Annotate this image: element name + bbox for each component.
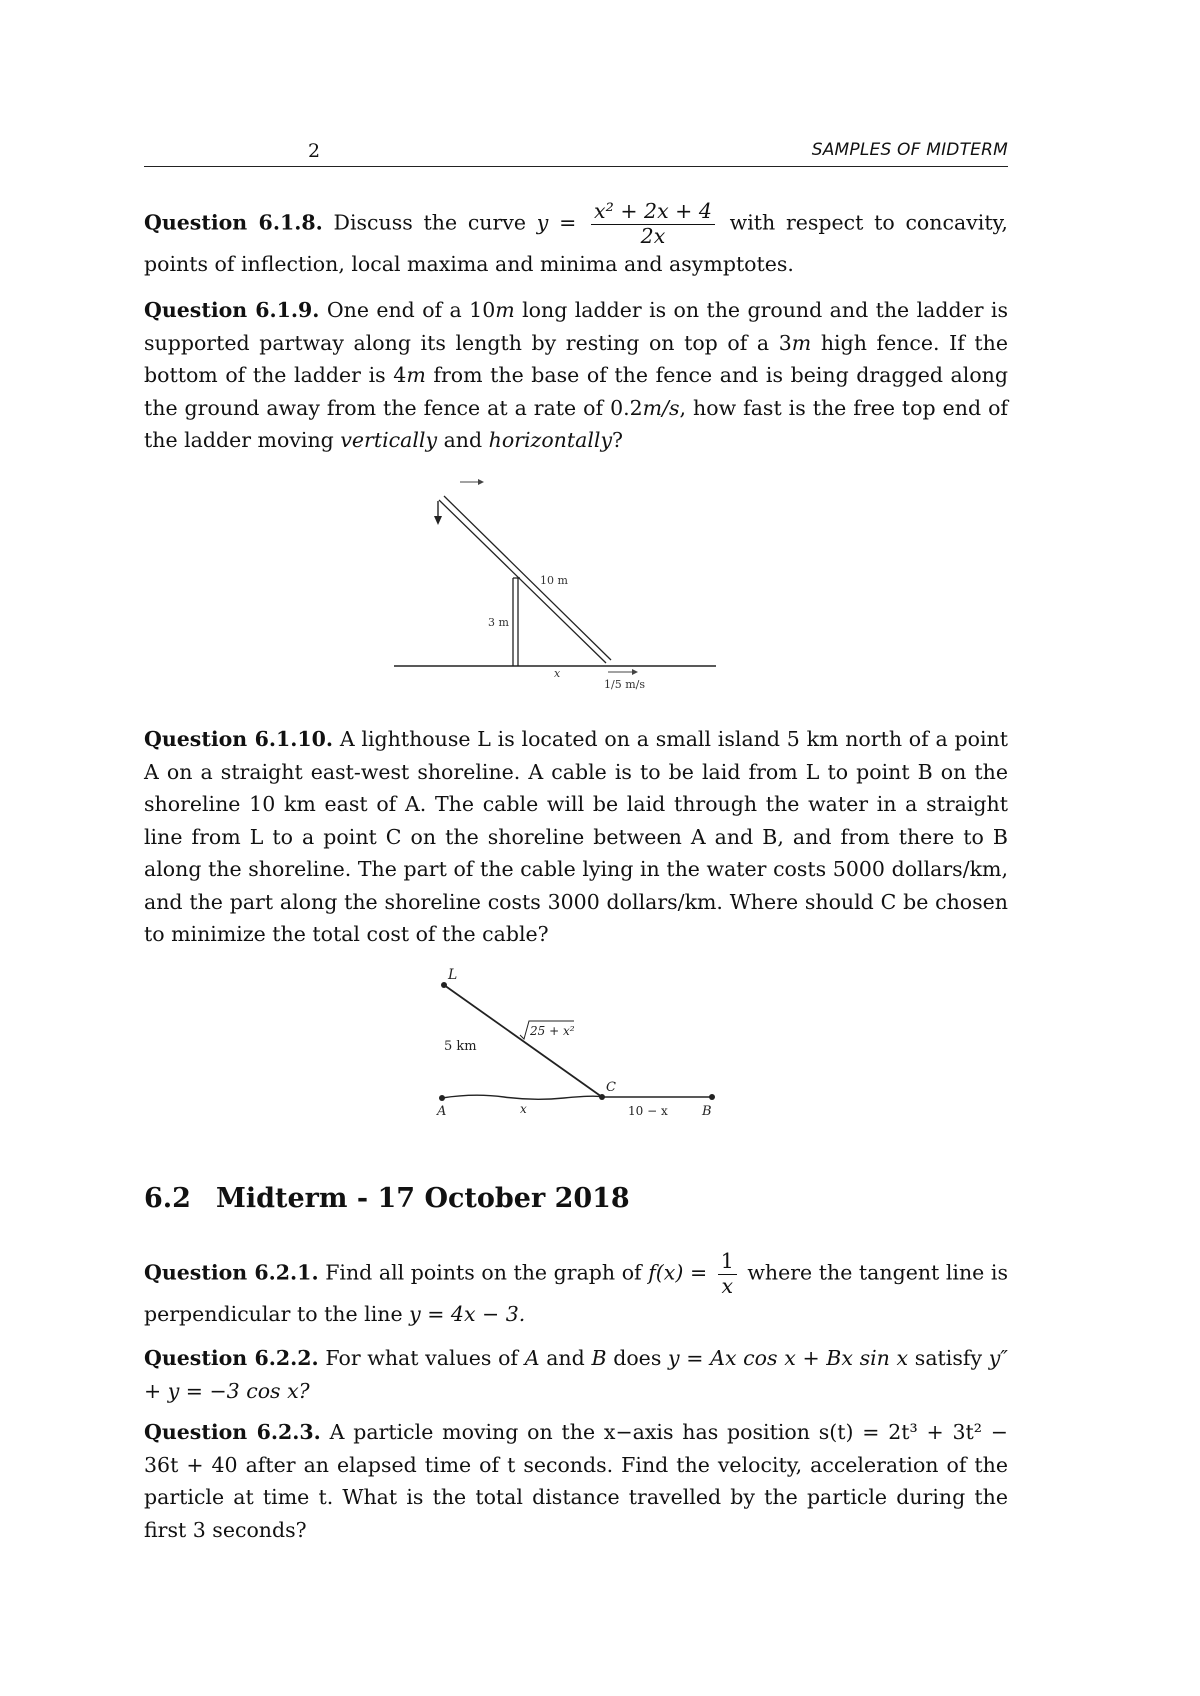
question-6-2-2: [144, 1342, 1008, 1407]
variable-B: B: [591, 1346, 607, 1370]
unit: m/s: [642, 395, 680, 420]
label-C: C: [606, 1080, 616, 1095]
rate-arrow-head: [632, 669, 638, 675]
question-text: A lighthouse L is located on a small island 5 km north of a point A on a straight east-west shoreline. A cable is to be laid from L to point B on the shoreline 10 km east of A. The cable will be laid through the water in a straight line from L to a point C on the shoreline between A and B, and from there to B along the shoreline. The part of the cable lying in the water costs 5000 dollars/km, and the part along the shoreline costs 3000 dollars/km. Where should C be chosen to minimize the total cost of the cable?: [144, 727, 1008, 946]
unit: m: [791, 330, 812, 355]
fraction-denominator: 2x: [640, 223, 666, 248]
point-B: [709, 1094, 715, 1100]
label-B: B: [702, 1104, 712, 1119]
rate-label: 1/5 m/s: [604, 678, 645, 691]
label-L: L: [448, 967, 458, 983]
question-label: Question 6.1.9.: [144, 298, 320, 322]
label-x: x: [520, 1102, 527, 1116]
line-equation: y = 4x − 3.: [409, 1302, 526, 1327]
running-title: SAMPLES OF MIDTERM: [811, 140, 1008, 160]
fraction-numerator: x² + 2x + 4: [591, 200, 715, 225]
emphasis: horizontally: [488, 428, 613, 452]
question-6-1-8: [144, 200, 1008, 281]
point-C: [599, 1094, 605, 1100]
distance-label: 5 km: [444, 1039, 477, 1054]
label-remaining: 10 − x: [628, 1104, 668, 1118]
fence-height-label: 3 m: [488, 616, 509, 629]
question-label: Question 6.1.8.: [144, 210, 323, 235]
question-text: long ladder is on the ground and the ladder is supported partway along its length by resting on top of a 3: [144, 298, 1008, 355]
ladder-figure: [394, 470, 734, 695]
question-text: does: [613, 1346, 662, 1370]
fraction-numerator: 1: [718, 1250, 737, 1275]
question-text: One end of a 10: [326, 298, 496, 322]
variable-A: A: [524, 1346, 540, 1370]
question-text: satisfy: [914, 1346, 983, 1370]
question-label: Question 6.2.3.: [144, 1420, 321, 1444]
question-text: Discuss the curve: [333, 210, 527, 235]
section-title: Midterm - 17 October 2018: [216, 1183, 630, 1214]
question-text: ?: [612, 428, 624, 452]
ladder-length-label: 10 m: [540, 574, 568, 587]
question-label: Question 6.2.2.: [144, 1346, 319, 1370]
sqrt-expression: 25 + x²: [530, 1024, 575, 1038]
equation-lhs: y =: [536, 210, 577, 235]
page: [144, 0, 1008, 1696]
running-header: [144, 140, 1008, 167]
question-text: , how fast is the free top end of the ladder moving: [144, 395, 1008, 452]
question-6-2-3: [144, 1416, 1008, 1546]
fraction: [718, 1250, 737, 1298]
page-number: 2: [308, 140, 321, 162]
question-text: and: [546, 1346, 585, 1370]
function-lhs: f(x) =: [648, 1260, 708, 1285]
label-A: A: [437, 1104, 447, 1119]
question-text: with respect to concavity, points of inflection, local maxima and minima and asymptotes.: [144, 210, 1008, 277]
fraction-denominator: x: [721, 1273, 734, 1298]
lighthouse-figure: [434, 965, 734, 1125]
fraction: [591, 200, 715, 248]
question-text: and: [437, 428, 489, 452]
shoreline-curve: [442, 1095, 604, 1099]
emphasis: vertically: [340, 428, 438, 452]
section-number: 6.2: [144, 1183, 191, 1214]
question-text: A particle moving on the x−axis has position s(t) = 2t³ + 3t² − 36t + 40 after an elapsed time of t seconds. Find the velocity, acceleration of the particle at time t. What is the total distance travelled by the particle during the first 3 seconds?: [144, 1420, 1008, 1542]
right-arrow-head: [478, 479, 484, 485]
question-label: Question 6.1.10.: [144, 727, 334, 751]
down-arrow-head: [434, 516, 442, 525]
point-L: [441, 982, 447, 988]
question-text: where the tangent line is perpendicular to the line: [144, 1260, 1008, 1327]
question-text: Find all points on the graph of: [325, 1260, 642, 1285]
question-6-1-10: [144, 723, 1008, 951]
question-label: Question 6.2.1.: [144, 1260, 319, 1285]
point-A: [439, 1095, 445, 1101]
equation: y = Ax cos x + Bx sin x: [668, 1346, 909, 1370]
question-text: high fence. If the bottom of the ladder is 4: [144, 330, 1008, 387]
differential-equation: y″ + y = −3 cos x?: [144, 1346, 1008, 1403]
ladder-edge: [444, 496, 611, 660]
question-6-2-1: [144, 1250, 1008, 1331]
unit: m: [406, 363, 426, 387]
x-label: x: [554, 667, 561, 680]
question-6-1-9: [144, 294, 1008, 457]
ladder-edge: [439, 500, 606, 663]
section-heading: [144, 1183, 630, 1214]
question-text: For what values of: [325, 1346, 519, 1370]
unit: m: [495, 298, 515, 322]
question-text: from the base of the fence and is being dragged along the ground away from the fence at a rate of 0.2: [144, 363, 1008, 420]
